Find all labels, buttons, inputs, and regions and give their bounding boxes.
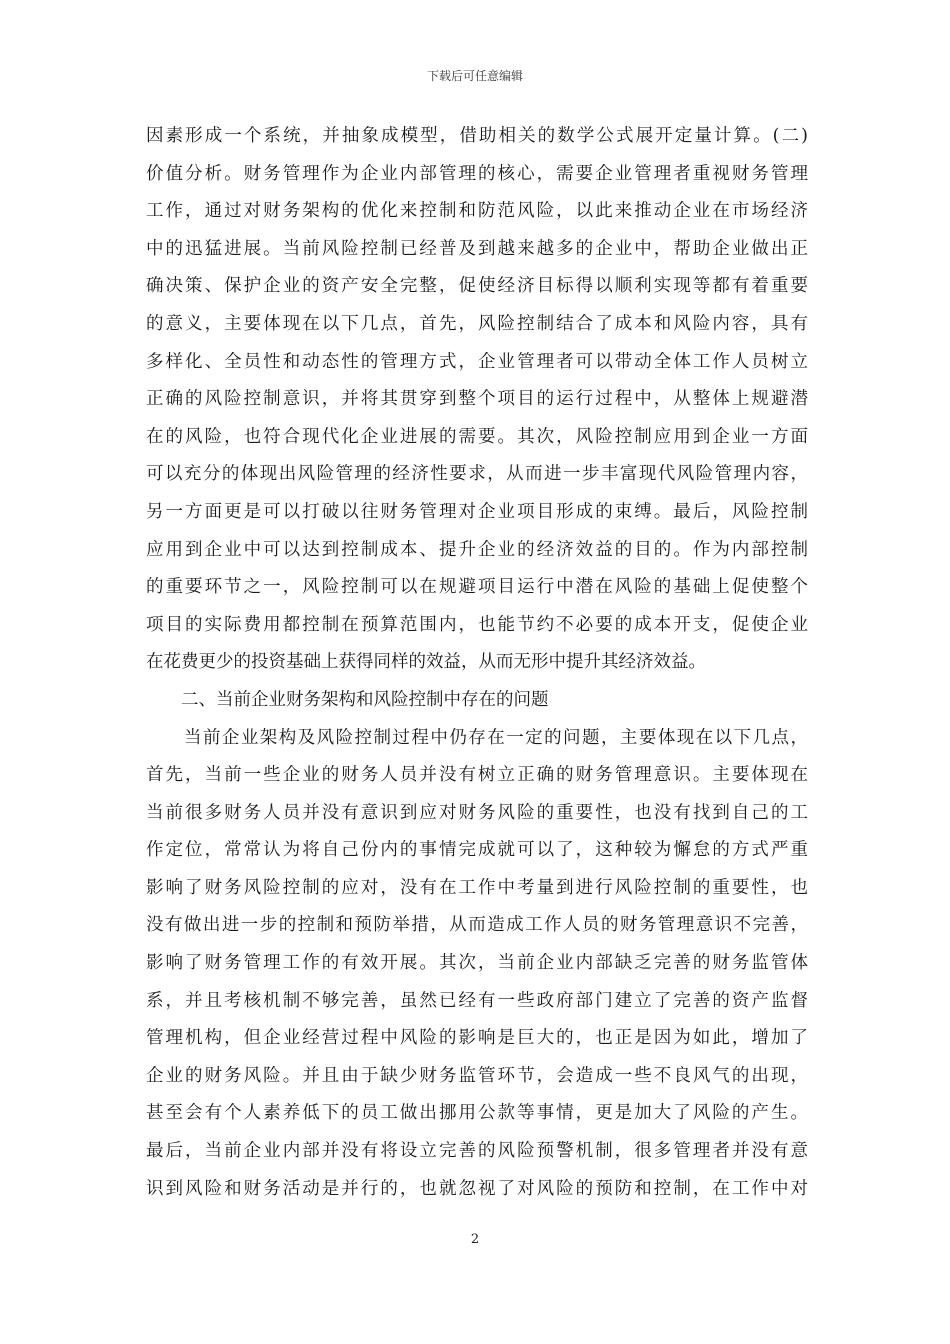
- text-line: 应用到企业中可以达到控制成本、提升企业的经济效益的目的。作为内部控制: [146, 539, 808, 560]
- page-header: 下载后可任意编辑: [426, 69, 523, 83]
- text-line: 正确的风险控制意识，并将其贯穿到整个项目的运行过程中，从整体上规避潜: [146, 389, 808, 410]
- text-line: 影响了财务管理工作的有效开展。其次，当前企业内部缺乏完善的财务监管体: [146, 953, 808, 974]
- text-line: 因素形成一个系统，并抽象成模型，借助相关的数学公式展开定量计算。(二): [146, 126, 808, 146]
- text-line: 的重要环节之一，风险控制可以在规避项目运行中潜在风险的基础上促使整个: [146, 577, 808, 598]
- text-line: 识到风险和财务活动是并行的，也就忽视了对风险的预防和控制，在工作中对: [146, 1178, 808, 1199]
- text-line: 中的迅猛进展。当前风险控制已经普及到越来越多的企业中，帮助企业做出正: [146, 238, 808, 259]
- text-line: 没有做出进一步的控制和预防举措，从而造成工作人员的财务管理意识不完善，: [146, 915, 808, 936]
- text-line: 最后，当前企业内部并没有将设立完善的风险预警机制，很多管理者并没有意: [146, 1141, 808, 1162]
- text-line: 在花费更少的投资基础上获得同样的效益，从而无形中提升其经济效益。: [146, 652, 706, 673]
- text-line: 影响了财务风险控制的应对，没有在工作中考量到进行风险控制的重要性，也: [146, 877, 808, 898]
- text-line: 企业的财务风险。并且由于缺少财务监管环节，会造成一些不良风气的出现，: [146, 1065, 808, 1086]
- page-number: 2: [470, 1232, 480, 1247]
- text-line: 项目的实际费用都控制在预算范围内，也能节约不必要的成本开支，促使企业: [146, 614, 808, 635]
- text-line: 价值分析。财务管理作为企业内部管理的核心，需要企业管理者重视财务管理: [146, 163, 808, 184]
- text-line: 首先，当前一些企业的财务人员并没有树立正确的财务管理意识。主要体现在: [146, 765, 808, 786]
- text-line: 甚至会有个人素养低下的员工做出挪用公款等事情，更是加大了风险的产生。: [146, 1103, 808, 1124]
- text-line: 的意义，主要体现在以下几点，首先，风险控制结合了成本和风险内容，具有: [146, 313, 808, 334]
- text-line: 可以充分的体现出风险管理的经济性要求，从而进一步丰富现代风险管理内容，: [146, 464, 808, 485]
- text-line: 作定位，常常认为将自己份内的事情完成就可以了，这种较为懈怠的方式严重: [146, 840, 808, 861]
- text-line: 工作，通过对财务架构的优化来控制和防范风险，以此来推动企业在市场经济: [146, 201, 808, 222]
- text-line: 当前很多财务人员并没有意识到应对财务风险的重要性，也没有找到自己的工: [146, 802, 808, 823]
- text-line: 在的风险，也符合现代化企业进展的需要。其次，风险控制应用到企业一方面: [146, 426, 808, 447]
- text-line: 确决策、保护企业的资产安全完整，促使经济目标得以顺利实现等都有着重要: [146, 276, 808, 297]
- section-heading: 二、当前企业财务架构和风险控制中存在的问题: [181, 689, 549, 710]
- text-line: 多样化、全员性和动态性的管理方式，企业管理者可以带动全体工作人员树立: [146, 351, 808, 372]
- text-line: 管理机构，但企业经营过程中风险的影响是巨大的，也正是因为如此，增加了: [146, 1028, 808, 1049]
- document-body: [146, 118, 808, 1208]
- text-line: 另一方面更是可以打破以往财务管理对企业项目形成的束缚。最后，风险控制: [146, 501, 808, 522]
- text-line: 当前企业架构及风险控制过程中仍存在一定的问题，主要体现在以下几点，: [184, 727, 808, 748]
- text-line: 系，并且考核机制不够完善，虽然已经有一些政府部门建立了完善的资产监督: [146, 990, 808, 1011]
